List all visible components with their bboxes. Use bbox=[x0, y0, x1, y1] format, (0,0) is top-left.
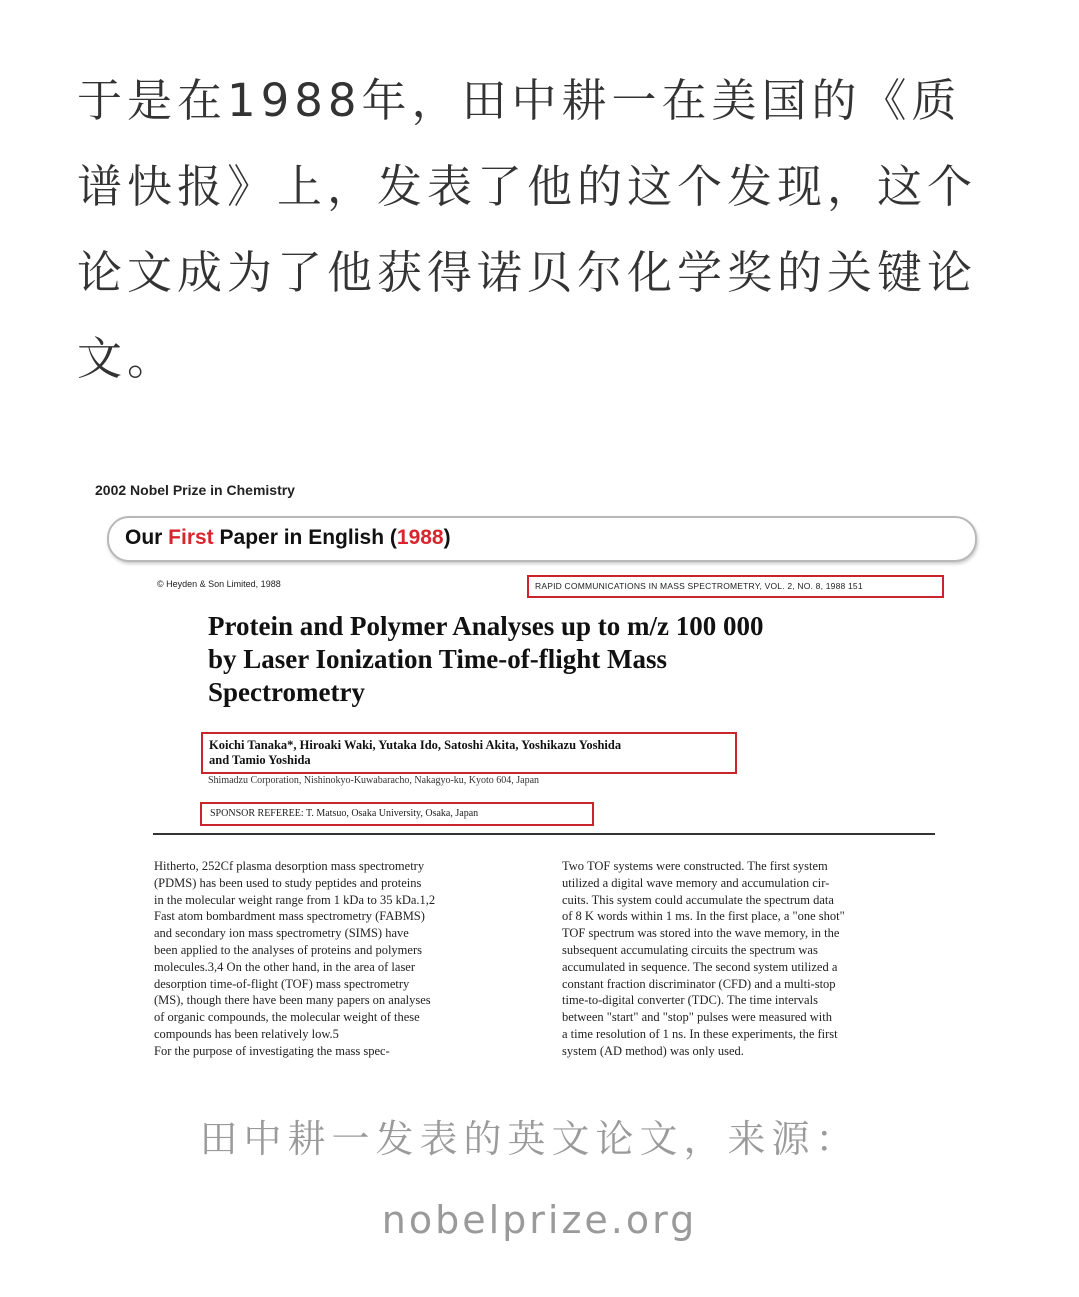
column-line: of organic compounds, the molecular weight of these bbox=[154, 1010, 420, 1025]
figure-caption: 田中耕一发表的英文论文，来源： bbox=[199, 1117, 860, 1161]
authors bbox=[209, 738, 621, 768]
journal-highlight-box bbox=[527, 575, 944, 598]
paragraph-line: 谱快报》上，发表了他的这个发现，这个 bbox=[77, 160, 978, 213]
journal-citation: RAPID COMMUNICATIONS IN MASS SPECTROMETRY, VOL. 2, NO. 8, 1988 151 bbox=[535, 581, 863, 591]
column-line: constant fraction discriminator (CFD) and a multi-stop bbox=[562, 976, 836, 991]
paper-title bbox=[208, 610, 928, 709]
paragraph-line: 文。 bbox=[77, 332, 178, 385]
caption-source: nobelprize.org bbox=[381, 1198, 698, 1242]
sponsor-highlight-box bbox=[200, 802, 594, 826]
column-line: between "start" and "stop" pulses were measured with bbox=[562, 1010, 832, 1025]
column-line: and secondary ion mass spectrometry (SIMS) have bbox=[154, 926, 409, 941]
paragraph-line: 于是在1988年，田中耕一在美国的《质 bbox=[77, 74, 962, 127]
column-line: molecules.3,4 On the other hand, in the area of laser bbox=[154, 959, 416, 974]
sponsor-referee: SPONSOR REFEREE: T. Matsuo, Osaka University, Osaka, Japan bbox=[210, 808, 479, 819]
right-column bbox=[562, 858, 934, 1060]
left-column bbox=[154, 858, 526, 1060]
banner-year: 1988 bbox=[396, 526, 444, 549]
title-line: Spectrometry bbox=[208, 677, 365, 707]
column-line: (PDMS) has been used to study peptides and proteins bbox=[154, 875, 422, 890]
column-line: TOF spectrum was stored into the wave memory, in the bbox=[562, 926, 840, 941]
column-line: compounds has been relatively low.5 bbox=[154, 1026, 339, 1041]
column-line: accumulated in sequence. The second system utilized a bbox=[562, 959, 838, 974]
column-line: subsequent accumulating circuits the spectrum was bbox=[562, 942, 818, 957]
column-line: Fast atom bombardment mass spectrometry (FABMS) bbox=[154, 909, 425, 924]
column-line: in the molecular weight range from 1 kDa to 35 kDa.1,2 bbox=[154, 892, 436, 907]
column-line: cuits. This system could accumulate the spectrum data bbox=[562, 892, 834, 907]
paper-figure-image bbox=[83, 470, 996, 1070]
column-line: a time resolution of 1 ns. In these experiments, the first bbox=[562, 1026, 838, 1041]
title-line: by Laser Ionization Time-of-flight Mass bbox=[208, 644, 668, 674]
author-line: Koichi Tanaka*, Hiroaki Waki, Yutaka Ido, Satoshi Akita, Yoshikazu Yoshida bbox=[209, 738, 622, 752]
column-line: utilized a digital wave memory and accumulation cir- bbox=[562, 875, 830, 890]
paragraph-line: 论文成为了他获得诺贝尔化学奖的关键论 bbox=[77, 246, 978, 299]
column-line: (MS), though there have been many papers on analyses bbox=[154, 993, 431, 1008]
figure-header: 2002 Nobel Prize in Chemistry bbox=[95, 482, 295, 498]
column-line: For the purpose of investigating the mass spec- bbox=[154, 1043, 390, 1058]
column-line: Hitherto, 252Cf plasma desorption mass spectrometry bbox=[154, 859, 425, 873]
column-line: Two TOF systems were constructed. The first system bbox=[562, 859, 828, 873]
column-line: time-to-digital converter (TDC). The time intervals bbox=[562, 993, 818, 1008]
authors-highlight-box bbox=[201, 732, 737, 774]
column-line: of 8 K words within 1 ms. In the first place, a "one shot" bbox=[562, 909, 845, 924]
column-line: system (AD method) was only used. bbox=[562, 1043, 744, 1058]
article-paragraph bbox=[77, 58, 1007, 402]
affiliation: Shimadzu Corporation, Nishinokyo-Kuwabaracho, Nakagyo-ku, Kyoto 604, Japan bbox=[208, 775, 540, 786]
banner-first: First bbox=[168, 526, 214, 549]
banner-text: Our First Paper in English (1988) bbox=[125, 526, 451, 549]
divider bbox=[153, 833, 935, 835]
copyright-line: © Heyden & Son Limited, 1988 bbox=[157, 579, 281, 589]
author-line: and Tamio Yoshida bbox=[209, 753, 311, 767]
column-line: been applied to the analyses of proteins and polymers bbox=[154, 942, 422, 957]
figure-banner bbox=[107, 516, 977, 562]
column-line: desorption time-of-flight (TOF) mass spectrometry bbox=[154, 976, 410, 991]
title-line: Protein and Polymer Analyses up to m/z 100 000 bbox=[208, 611, 764, 641]
